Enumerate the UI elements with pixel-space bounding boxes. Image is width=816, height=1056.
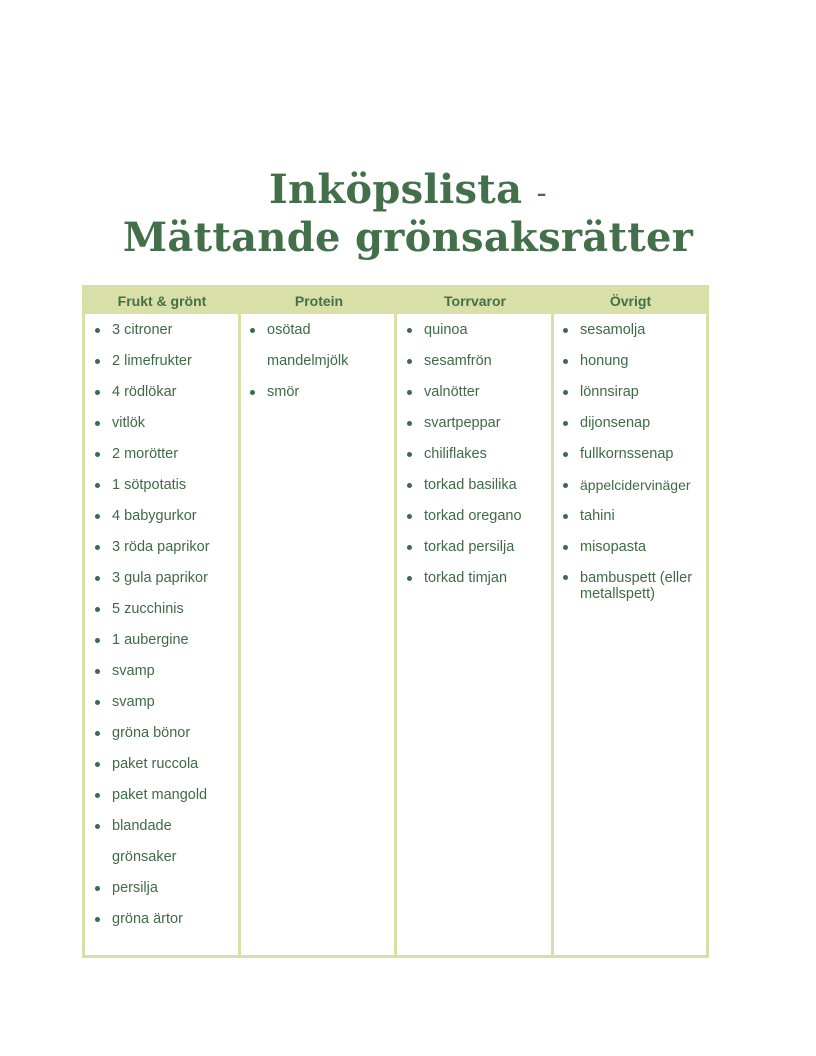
header-frukt-gront: Frukt & grönt [117,293,207,309]
list-item: persilja [94,873,234,904]
list-item: quinoa [406,315,546,346]
list-item: 2 morötter [94,439,234,470]
list-item: 2 limefrukter [94,346,234,377]
list-item: blandade grönsaker [94,811,204,873]
list-item: 3 gula paprikor [94,563,234,594]
column-divider [551,288,554,955]
list-item: tahini [562,501,704,532]
list-item: 4 babygurkor [94,501,234,532]
page-title [0,168,816,260]
list-item: 3 citroner [94,315,234,346]
list-item: torkad persilja [406,532,546,563]
list-item: honung [562,346,704,377]
list-item: paket ruccola [94,749,234,780]
title-line-2: Mättande grönsaksrätter [122,214,694,261]
list-item: torkad oregano [406,501,546,532]
list-item: vitlök [94,408,234,439]
list-item: lönnsirap [562,377,704,408]
title-line-1 [0,168,816,216]
list-item: sesamfrön [406,346,546,377]
list-item: chiliflakes [406,439,546,470]
header-ovrigt: Övrigt [609,293,652,309]
list-item: gröna ärtor [94,904,234,935]
list-item: bambuspett (eller metallspett) [562,563,704,602]
list-item: valnötter [406,377,546,408]
list-item: torkad timjan [406,563,546,594]
column-torrvaror [406,315,546,594]
column-divider [394,288,397,955]
column-frukt-gront [94,315,234,935]
list-item: misopasta [562,532,704,563]
list-item: äppelcidervinäger [562,470,704,501]
list-item: dijonsenap [562,408,704,439]
list-item: 3 röda paprikor [94,532,234,563]
column-ovrigt [562,315,704,602]
list-item: sesamolja [562,315,704,346]
column-divider [238,288,241,955]
list-item: fullkornssenap [562,439,704,470]
list-item: svamp [94,656,234,687]
list-item: 1 aubergine [94,625,234,656]
header-protein: Protein [294,293,344,309]
list-item: svartpeppar [406,408,546,439]
list-item: gröna bönor [94,718,234,749]
column-protein [249,315,389,408]
list-item: 1 sötpotatis [94,470,234,501]
title-dash: - [536,176,547,211]
list-item: smör [249,377,389,408]
list-item: paket mangold [94,780,234,811]
list-item: 5 zucchinis [94,594,234,625]
list-item: svamp [94,687,234,718]
list-item: torkad basilika [406,470,546,501]
list-item: 4 rödlökar [94,377,234,408]
list-item: osötad mandelmjölk [249,315,367,377]
shopping-table [82,285,709,958]
header-torrvaror: Torrvaror [444,293,506,309]
title-text: Inköpslista [269,166,523,213]
